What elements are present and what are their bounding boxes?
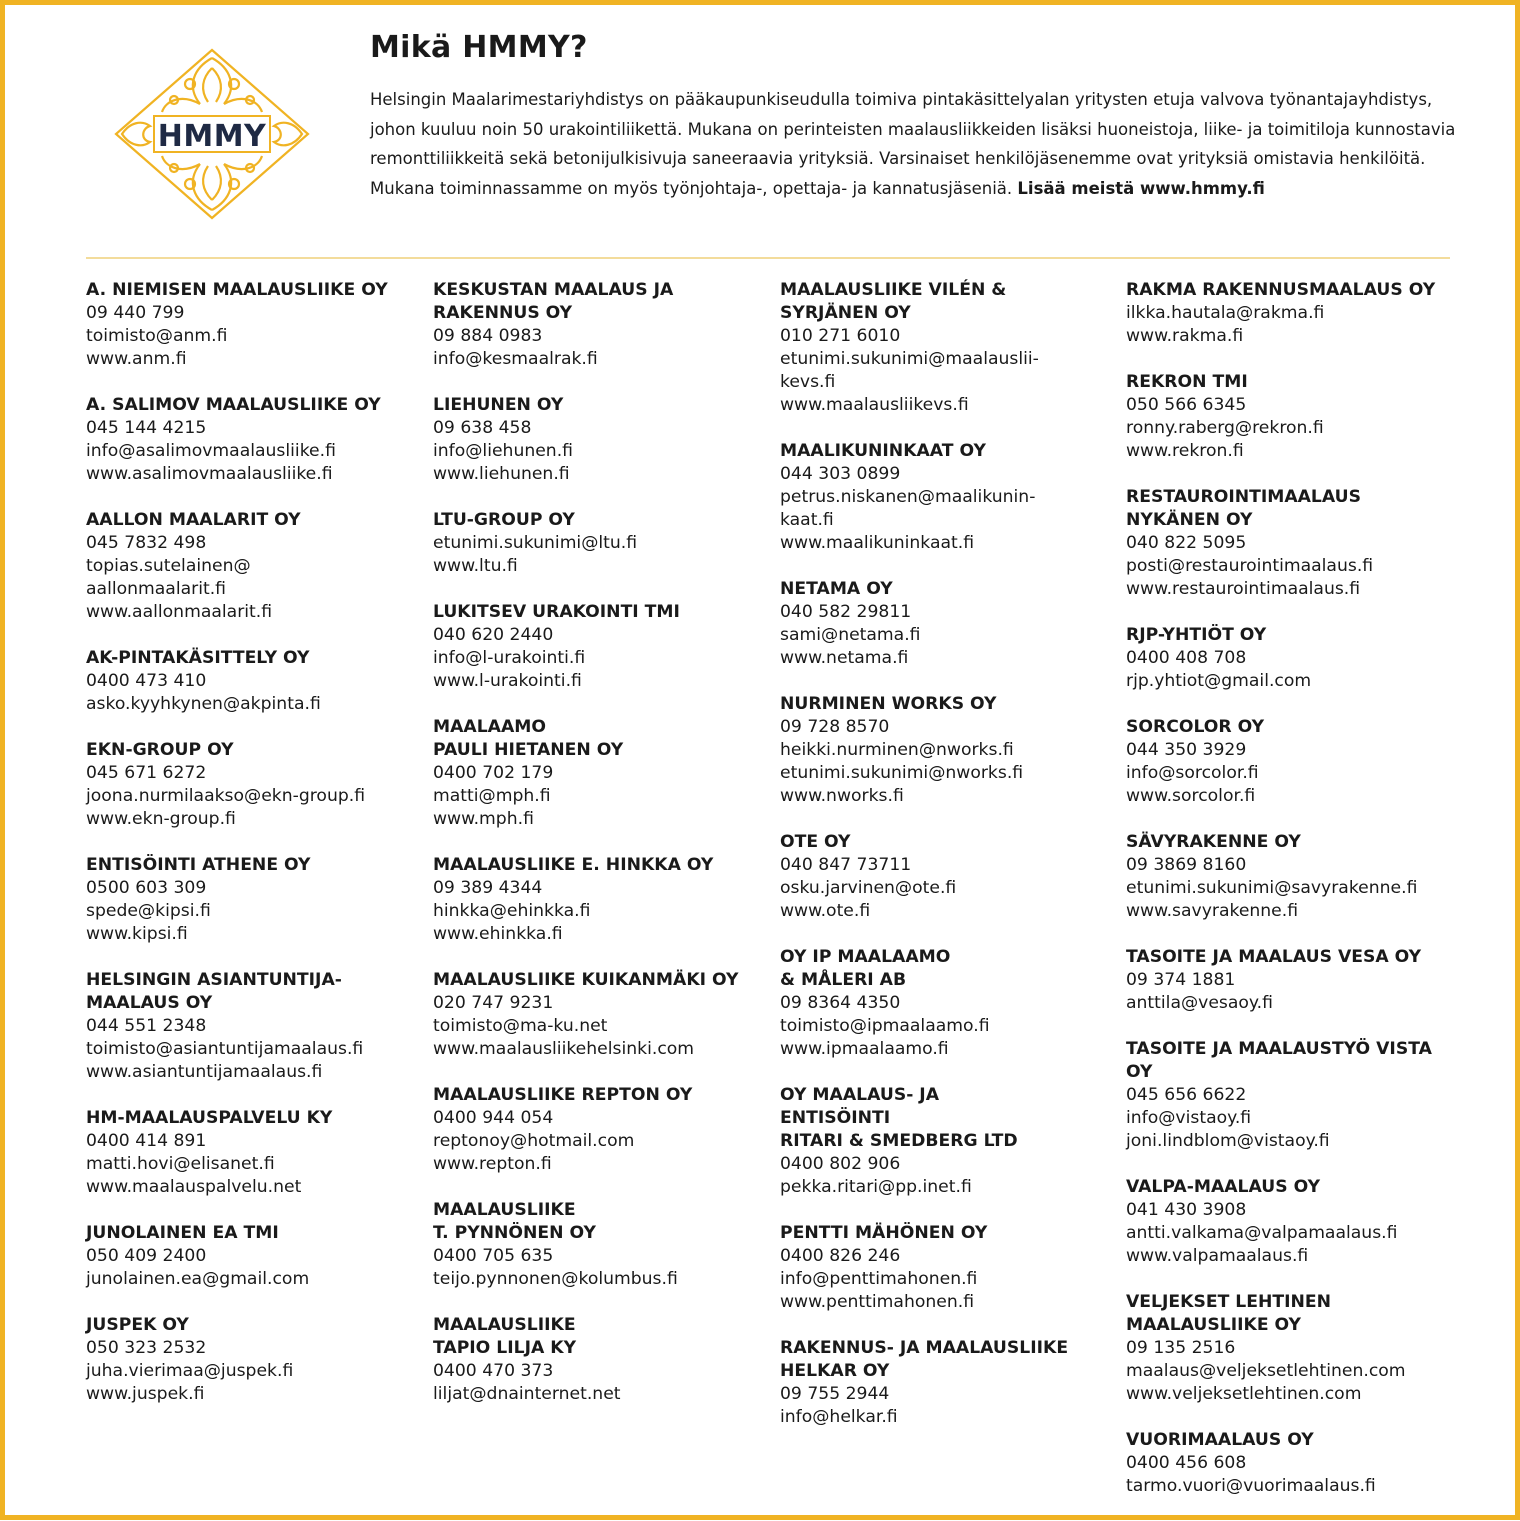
company-website[interactable]: www.rekron.fi bbox=[1126, 441, 1244, 461]
intro-body: Helsingin Maalarimestariyhdistys on pääkaupunkiseudulla toimiva pintakäsittelyalan yritysten etuja valvova työnantajayhdistys, johon kuuluu noin 50 urakointiliikettä. Mukana on perinteisten maalausliikkeiden lisäksi huoneistoja, liike- ja toimitiloja kunnostavia remonttiliikkeitä sekä betonijulkisivuja saneeraavia yrityksiä. Varsinaiset henkilöjäsenemme ovat yrityksiä omistavia henkilöitä. Mukana toiminnassamme on myös työnjohtaja-, opettaja- ja kannatusjäseniä. bbox=[370, 90, 1456, 198]
company-email[interactable]: joni.lindblom@vistaoy.fi bbox=[1126, 1131, 1330, 1151]
company-entry bbox=[780, 693, 1125, 808]
company-email[interactable]: info@helkar.fi bbox=[780, 1407, 898, 1427]
company-entry bbox=[780, 831, 1125, 923]
company-entry bbox=[1126, 371, 1471, 463]
company-website[interactable]: www.anm.fi bbox=[86, 349, 187, 369]
company-website[interactable]: www.nworks.fi bbox=[780, 786, 904, 806]
company-email[interactable]: etunimi.sukunimi@ltu.fi bbox=[433, 533, 638, 553]
company-phone: 0400 944 054 bbox=[433, 1108, 554, 1128]
company-phone: 0400 414 891 bbox=[86, 1131, 207, 1151]
company-name: OTE OY bbox=[780, 832, 851, 852]
company-phone: 045 7832 498 bbox=[86, 533, 207, 553]
company-name: SYRJÄNEN OY bbox=[780, 303, 911, 323]
company-phone: 0400 408 708 bbox=[1126, 648, 1247, 668]
company-name: JUSPEK OY bbox=[86, 1315, 189, 1335]
company-phone: 0400 705 635 bbox=[433, 1246, 554, 1266]
company-phone: 0400 470 373 bbox=[433, 1361, 554, 1381]
company-phone: 045 671 6272 bbox=[86, 763, 207, 783]
company-entry bbox=[1126, 624, 1471, 693]
company-name: NURMINEN WORKS OY bbox=[780, 694, 997, 714]
company-name: EKN-GROUP OY bbox=[86, 740, 234, 760]
company-email[interactable]: etunimi.sukunimi@maalauslii- bbox=[780, 349, 1039, 369]
company-name: VELJEKSET LEHTINEN bbox=[1126, 1292, 1331, 1312]
company-email[interactable]: info@l-urakointi.fi bbox=[433, 648, 586, 668]
company-phone: 09 440 799 bbox=[86, 303, 185, 323]
company-phone: 09 638 458 bbox=[433, 418, 532, 438]
company-entry bbox=[780, 578, 1125, 670]
company-email[interactable]: info@sorcolor.fi bbox=[1126, 763, 1259, 783]
company-email[interactable]: sami@netama.fi bbox=[780, 625, 921, 645]
company-website[interactable]: www.repton.fi bbox=[433, 1154, 552, 1174]
company-website[interactable]: www.ipmaalaamo.fi bbox=[780, 1039, 949, 1059]
company-name: MAALAAMO bbox=[433, 717, 546, 737]
company-name: A. NIEMISEN MAALAUSLIIKE OY bbox=[86, 280, 388, 300]
company-email[interactable]: topias.sutelainen@ bbox=[86, 556, 251, 576]
company-phone: 044 350 3929 bbox=[1126, 740, 1247, 760]
company-email: kevs.fi bbox=[780, 372, 836, 392]
company-phone: 050 566 6345 bbox=[1126, 395, 1247, 415]
company-website[interactable]: www.maalauspalvelu.net bbox=[86, 1177, 302, 1197]
company-email[interactable]: matti@mph.fi bbox=[433, 786, 551, 806]
company-email[interactable]: info@penttimahonen.fi bbox=[780, 1269, 978, 1289]
company-email[interactable]: info@liehunen.fi bbox=[433, 441, 573, 461]
company-phone: 0400 802 906 bbox=[780, 1154, 901, 1174]
company-name: NETAMA OY bbox=[780, 579, 893, 599]
company-email[interactable]: liljat@dnainternet.net bbox=[433, 1384, 621, 1404]
company-entry bbox=[1126, 279, 1471, 348]
intro-text bbox=[370, 85, 1460, 203]
company-entry bbox=[433, 1199, 778, 1291]
company-entry bbox=[780, 279, 1125, 417]
company-phone: 09 8364 4350 bbox=[780, 993, 901, 1013]
company-entry bbox=[1126, 1038, 1471, 1153]
company-entry bbox=[433, 279, 778, 371]
company-name: JUNOLAINEN EA TMI bbox=[86, 1223, 279, 1243]
company-name: MAALAUSLIIKE KUIKANMÄKI OY bbox=[433, 970, 739, 990]
company-name: RAKENNUS- JA MAALAUSLIIKE bbox=[780, 1338, 1069, 1358]
company-website[interactable]: www.maalausliikevs.fi bbox=[780, 395, 969, 415]
company-entry bbox=[86, 647, 431, 716]
company-name: ENTISÖINTI bbox=[780, 1108, 891, 1128]
company-email[interactable]: joona.nurmilaakso@ekn-group.fi bbox=[86, 786, 366, 806]
company-name: AALLON MAALARIT OY bbox=[86, 510, 301, 530]
company-email[interactable]: info@asalimovmaalausliike.fi bbox=[86, 441, 336, 461]
company-name: NYKÄNEN OY bbox=[1126, 510, 1253, 530]
company-email[interactable]: toimisto@ma-ku.net bbox=[433, 1016, 608, 1036]
company-phone: 0400 702 179 bbox=[433, 763, 554, 783]
company-email[interactable]: etunimi.sukunimi@nworks.fi bbox=[780, 763, 1024, 783]
company-email: kaat.fi bbox=[780, 510, 834, 530]
company-entry bbox=[780, 440, 1125, 555]
company-name: MAALAUSLIIKE bbox=[433, 1315, 576, 1335]
company-entry bbox=[86, 1107, 431, 1199]
company-entry bbox=[780, 1337, 1125, 1429]
company-email[interactable]: heikki.nurminen@nworks.fi bbox=[780, 740, 1014, 760]
company-entry bbox=[86, 739, 431, 831]
company-phone: 09 135 2516 bbox=[1126, 1338, 1236, 1358]
svg-text:HMMY: HMMY bbox=[157, 119, 267, 154]
company-name: RJP-YHTIÖT OY bbox=[1126, 625, 1267, 645]
company-entry bbox=[433, 716, 778, 831]
company-phone: 041 430 3908 bbox=[1126, 1200, 1247, 1220]
hmmy-logo bbox=[114, 46, 310, 222]
company-entry bbox=[780, 946, 1125, 1061]
company-website[interactable]: www.savyrakenne.fi bbox=[1126, 901, 1299, 921]
company-email[interactable]: matti.hovi@elisanet.fi bbox=[86, 1154, 275, 1174]
company-website[interactable]: www.maalausliikehelsinki.com bbox=[433, 1039, 695, 1059]
company-email[interactable]: toimisto@asiantuntijamaalaus.fi bbox=[86, 1039, 364, 1059]
company-phone: 040 847 73711 bbox=[780, 855, 912, 875]
company-email[interactable]: osku.jarvinen@ote.fi bbox=[780, 878, 957, 898]
company-phone: 0400 473 410 bbox=[86, 671, 207, 691]
company-email[interactable]: hinkka@ehinkka.fi bbox=[433, 901, 591, 921]
company-email[interactable]: toimisto@ipmaalaamo.fi bbox=[780, 1016, 990, 1036]
company-website[interactable]: www.ekn-group.fi bbox=[86, 809, 236, 829]
company-website[interactable]: www.ehinkka.fi bbox=[433, 924, 563, 944]
company-name: RESTAUROINTIMAALAUS bbox=[1126, 487, 1361, 507]
company-website[interactable]: www.aallonmaalarit.fi bbox=[86, 602, 273, 622]
company-entry bbox=[86, 394, 431, 486]
company-phone: 09 755 2944 bbox=[780, 1384, 890, 1404]
company-entry bbox=[433, 854, 778, 946]
company-name: TASOITE JA MAALAUS VESA OY bbox=[1126, 947, 1422, 967]
company-name: MAALAUSLIIKE VILÉN & bbox=[780, 280, 1007, 300]
company-entry bbox=[1126, 946, 1471, 1015]
company-entry bbox=[86, 279, 431, 371]
company-email[interactable]: pekka.ritari@pp.inet.fi bbox=[780, 1177, 972, 1197]
company-email[interactable]: juha.vierimaa@juspek.fi bbox=[86, 1361, 294, 1381]
company-name: HELSINGIN ASIANTUNTIJA- bbox=[86, 970, 342, 990]
company-entry bbox=[1126, 1429, 1471, 1498]
company-name: SORCOLOR OY bbox=[1126, 717, 1265, 737]
company-phone: 0500 603 309 bbox=[86, 878, 207, 898]
company-phone: 050 409 2400 bbox=[86, 1246, 207, 1266]
company-website[interactable]: www.restaurointimaalaus.fi bbox=[1126, 579, 1361, 599]
company-name: LIEHUNEN OY bbox=[433, 395, 564, 415]
company-website[interactable]: www.sorcolor.fi bbox=[1126, 786, 1256, 806]
company-entry bbox=[433, 1314, 778, 1406]
company-email[interactable]: posti@restaurointimaalaus.fi bbox=[1126, 556, 1374, 576]
member-column-3 bbox=[780, 279, 1125, 1452]
company-name: MAALAUS OY bbox=[86, 993, 213, 1013]
company-phone: 0400 826 246 bbox=[780, 1246, 901, 1266]
company-entry bbox=[1126, 831, 1471, 923]
company-email[interactable]: teijo.pynnonen@kolumbus.fi bbox=[433, 1269, 678, 1289]
company-phone: 045 144 4215 bbox=[86, 418, 207, 438]
company-name: TASOITE JA MAALAUSTYÖ VISTA bbox=[1126, 1039, 1432, 1059]
company-entry bbox=[780, 1084, 1125, 1199]
company-entry bbox=[1126, 1176, 1471, 1268]
company-entry bbox=[1126, 1291, 1471, 1406]
company-email[interactable]: info@kesmaalrak.fi bbox=[433, 349, 598, 369]
company-website[interactable]: www.valpamaalaus.fi bbox=[1126, 1246, 1309, 1266]
company-name: VUORIMAALAUS OY bbox=[1126, 1430, 1314, 1450]
company-name: PENTTI MÄHÖNEN OY bbox=[780, 1223, 988, 1243]
company-email[interactable]: tarmo.vuori@vuorimaalaus.fi bbox=[1126, 1476, 1376, 1496]
company-name: RAKENNUS OY bbox=[433, 303, 573, 323]
company-name: AK-PINTAKÄSITTELY OY bbox=[86, 648, 310, 668]
company-email[interactable]: antti.valkama@valpamaalaus.fi bbox=[1126, 1223, 1398, 1243]
company-website[interactable]: www.l-urakointi.fi bbox=[433, 671, 582, 691]
company-website[interactable]: www.kipsi.fi bbox=[86, 924, 188, 944]
company-name: A. SALIMOV MAALAUSLIIKE OY bbox=[86, 395, 381, 415]
company-email[interactable]: anttila@vesaoy.fi bbox=[1126, 993, 1273, 1013]
member-column-1 bbox=[86, 279, 431, 1429]
company-name: KESKUSTAN MAALAUS JA bbox=[433, 280, 674, 300]
company-name: PAULI HIETANEN OY bbox=[433, 740, 624, 760]
company-name: ENTISÖINTI ATHENE OY bbox=[86, 855, 311, 875]
company-name: SÄVYRAKENNE OY bbox=[1126, 832, 1301, 852]
company-entry bbox=[433, 601, 778, 693]
company-entry bbox=[433, 1084, 778, 1176]
company-name: MAALAUSLIIKE OY bbox=[1126, 1315, 1301, 1335]
company-phone: 044 551 2348 bbox=[86, 1016, 207, 1036]
company-name: & MÅLERI AB bbox=[780, 970, 907, 990]
company-phone: 050 323 2532 bbox=[86, 1338, 207, 1358]
intro-link[interactable]: Lisää meistä www.hmmy.fi bbox=[1017, 178, 1265, 198]
company-entry bbox=[1126, 486, 1471, 601]
company-entry bbox=[433, 509, 778, 578]
member-column-2 bbox=[433, 279, 778, 1429]
company-name: TAPIO LILJA KY bbox=[433, 1338, 577, 1358]
company-website[interactable]: www.asalimovmaalausliike.fi bbox=[86, 464, 333, 484]
company-website[interactable]: www.maalikuninkaat.fi bbox=[780, 533, 975, 553]
company-name: MAALIKUNINKAAT OY bbox=[780, 441, 986, 461]
company-phone: 0400 456 608 bbox=[1126, 1453, 1247, 1473]
company-entry bbox=[86, 969, 431, 1084]
company-website[interactable]: www.penttimahonen.fi bbox=[780, 1292, 975, 1312]
company-email[interactable]: petrus.niskanen@maalikunin- bbox=[780, 487, 1036, 507]
company-name: LUKITSEV URAKOINTI TMI bbox=[433, 602, 680, 622]
company-name: REKRON TMI bbox=[1126, 372, 1248, 392]
company-name: MAALAUSLIIKE E. HINKKA OY bbox=[433, 855, 714, 875]
company-email[interactable]: asko.kyyhkynen@akpinta.fi bbox=[86, 694, 321, 714]
company-entry bbox=[780, 1222, 1125, 1314]
company-entry bbox=[86, 854, 431, 946]
company-entry bbox=[86, 1222, 431, 1291]
company-website[interactable]: www.mph.fi bbox=[433, 809, 534, 829]
company-website[interactable]: www.juspek.fi bbox=[86, 1384, 205, 1404]
company-phone: 09 3869 8160 bbox=[1126, 855, 1247, 875]
divider bbox=[86, 257, 1450, 259]
company-phone: 040 620 2440 bbox=[433, 625, 554, 645]
intro-title: Mikä HMMY? bbox=[370, 30, 588, 65]
company-phone: 010 271 6010 bbox=[780, 326, 901, 346]
company-email: aallonmaalarit.fi bbox=[86, 579, 227, 599]
company-entry bbox=[86, 1314, 431, 1406]
company-name: HELKAR OY bbox=[780, 1361, 890, 1381]
company-name: T. PYNNÖNEN OY bbox=[433, 1223, 596, 1243]
company-phone: 09 389 4344 bbox=[433, 878, 543, 898]
company-phone: 044 303 0899 bbox=[780, 464, 901, 484]
company-phone: 09 884 0983 bbox=[433, 326, 543, 346]
company-entry bbox=[86, 509, 431, 624]
company-website[interactable]: www.liehunen.fi bbox=[433, 464, 570, 484]
company-name: OY bbox=[1126, 1062, 1153, 1082]
member-column-4 bbox=[1126, 279, 1471, 1521]
company-email[interactable]: rjp.yhtiot@gmail.com bbox=[1126, 671, 1312, 691]
company-name: RITARI & SMEDBERG LTD bbox=[780, 1131, 1018, 1151]
company-website[interactable]: www.asiantuntijamaalaus.fi bbox=[86, 1062, 323, 1082]
company-phone: 045 656 6622 bbox=[1126, 1085, 1247, 1105]
company-phone: 09 374 1881 bbox=[1126, 970, 1236, 990]
company-website[interactable]: www.ote.fi bbox=[780, 901, 871, 921]
company-phone: 020 747 9231 bbox=[433, 993, 554, 1013]
company-phone: 09 728 8570 bbox=[780, 717, 890, 737]
company-name: LTU-GROUP OY bbox=[433, 510, 575, 530]
company-email[interactable]: info@vistaoy.fi bbox=[1126, 1108, 1252, 1128]
company-website[interactable]: www.ltu.fi bbox=[433, 556, 518, 576]
company-phone: 040 582 29811 bbox=[780, 602, 912, 622]
company-email[interactable]: ronny.raberg@rekron.fi bbox=[1126, 418, 1324, 438]
company-name: OY MAALAUS- JA bbox=[780, 1085, 940, 1105]
company-entry bbox=[433, 969, 778, 1061]
company-email[interactable]: etunimi.sukunimi@savyrakenne.fi bbox=[1126, 878, 1418, 898]
company-email[interactable]: reptonoy@hotmail.com bbox=[433, 1131, 635, 1151]
company-name: VALPA-MAALAUS OY bbox=[1126, 1177, 1321, 1197]
company-name: MAALAUSLIIKE bbox=[433, 1200, 576, 1220]
company-name: RAKMA RAKENNUSMAALAUS OY bbox=[1126, 280, 1436, 300]
company-name: HM-MAALAUSPALVELU KY bbox=[86, 1108, 333, 1128]
company-email[interactable]: toimisto@anm.fi bbox=[86, 326, 228, 346]
company-website[interactable]: www.veljeksetlehtinen.com bbox=[1126, 1384, 1362, 1404]
company-entry bbox=[433, 394, 778, 486]
company-email[interactable]: junolainen.ea@gmail.com bbox=[86, 1269, 310, 1289]
company-website[interactable]: www.rakma.fi bbox=[1126, 326, 1244, 346]
company-name: MAALAUSLIIKE REPTON OY bbox=[433, 1085, 693, 1105]
company-email[interactable]: maalaus@veljeksetlehtinen.com bbox=[1126, 1361, 1406, 1381]
company-phone: 040 822 5095 bbox=[1126, 533, 1247, 553]
company-email[interactable]: ilkka.hautala@rakma.fi bbox=[1126, 303, 1325, 323]
company-name: OY IP MAALAAMO bbox=[780, 947, 951, 967]
company-entry bbox=[1126, 716, 1471, 808]
company-website[interactable]: www.netama.fi bbox=[780, 648, 909, 668]
company-email[interactable]: spede@kipsi.fi bbox=[86, 901, 211, 921]
